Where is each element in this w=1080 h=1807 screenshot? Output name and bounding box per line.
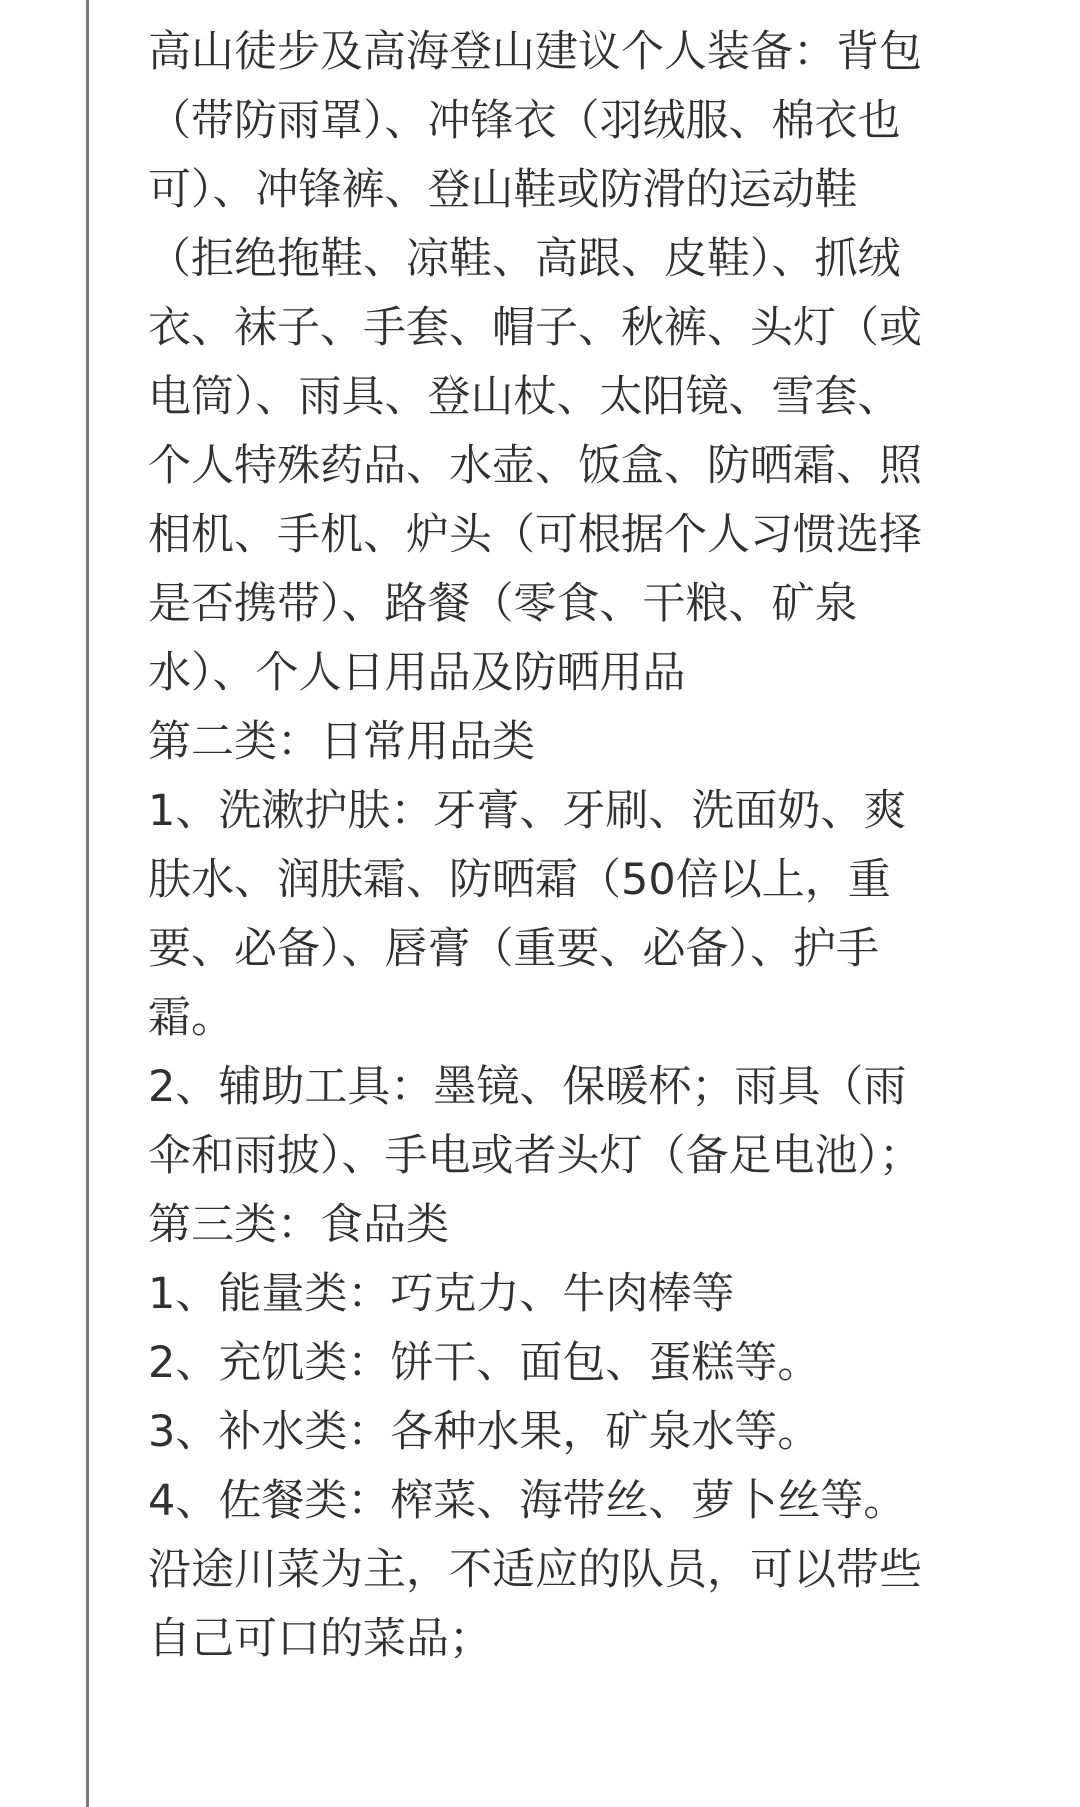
tools-paragraph: 2、辅助工具：墨镜、保暖杯；雨具（雨伞和雨披）、手电或者头灯（备足电池）； <box>148 1062 922 1181</box>
toiletries-paragraph: 1、洗漱护肤：牙膏、牙刷、洗面奶、爽肤水、润肤霜、防晒霜（50倍以上，重要、必备）、唇膏（重要、必备）、护手霜。 <box>148 786 907 1043</box>
section-heading-food: 第三类：食品类 <box>148 1200 449 1250</box>
filling-food-paragraph: 2、充饥类：饼干、面包、蛋糕等。 <box>148 1338 821 1388</box>
left-margin-rule <box>86 0 89 1807</box>
section-heading-daily-items: 第二类：日常用品类 <box>148 717 535 767</box>
side-dish-paragraph: 4、佐餐类：榨菜、海带丝、萝卜丝等。沿途川菜为主，不适应的队员，可以带些自己可口的菜品； <box>148 1476 922 1664</box>
hydration-food-paragraph: 3、补水类：各种水果，矿泉水等。 <box>148 1407 821 1457</box>
gear-paragraph: 高山徒步及高海登山建议个人装备：背包（带防雨罩）、冲锋衣（羽绒服、棉衣也可）、冲锋裤、登山鞋或防滑的运动鞋（拒绝拖鞋、凉鞋、高跟、皮鞋）、抓绒衣、袜子、手套、帽子、秋裤、头灯（或电筒）、雨具、登山杖、太阳镜、雪套、个人特殊药品、水壶、饭盒、防晒霜、照相机、手机、炉头（可根据个人习惯选择是否携带）、路餐（零食、干粮、矿泉水）、个人日用品及防晒用品 <box>148 27 922 698</box>
energy-food-paragraph: 1、能量类：巧克力、牛肉棒等 <box>148 1269 735 1319</box>
article-body <box>148 18 938 1674</box>
